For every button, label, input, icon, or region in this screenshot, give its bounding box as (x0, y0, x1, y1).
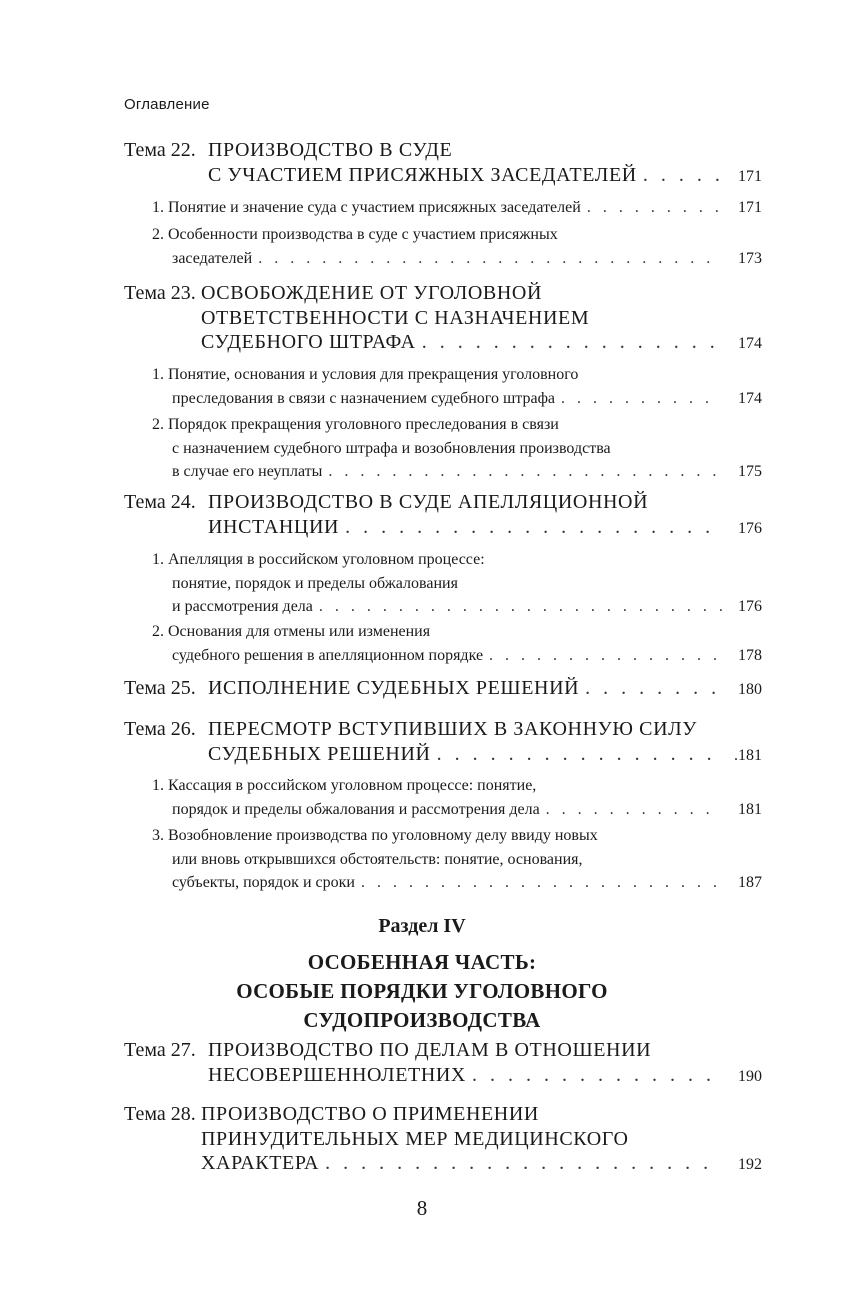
subtopic-line: 1. Понятие, основания и условия для прекращения уголовного (152, 366, 579, 383)
subtopic-line: с назначением судебного штрафа и возобновления производства (172, 439, 611, 457)
topic-title-line: ПРОИЗВОДСТВО ПО ДЕЛАМ В ОТНОШЕНИИ (208, 1039, 652, 1061)
topic-title (201, 281, 762, 355)
subtopic (152, 774, 762, 821)
topic-title-line: ИСПОЛНЕНИЕ СУДЕБНЫХ РЕШЕНИЙ (208, 677, 580, 699)
topic-number: Тема 28. (124, 1103, 196, 1125)
topic-title (201, 1102, 762, 1176)
subtopic-line: порядок и пределы обжалования и рассмотрения дела (172, 800, 540, 818)
section-title-line: ОСОБЫЕ ПОРЯДКИ УГОЛОВНОГО (236, 979, 608, 1003)
topic-title-line: ПЕРЕСМОТР ВСТУПИВШИХ В ЗАКОННУЮ СИЛУ (208, 718, 698, 740)
page-number: 8 (416, 1196, 428, 1220)
topic-page: 176 (738, 519, 762, 537)
subtopic-page: 178 (738, 646, 762, 664)
subtopic-line: 2. Порядок прекращения уголовного преследования в связи (152, 416, 559, 433)
subtopic-line: 1. Апелляция в российском уголовном процессе: (152, 551, 485, 568)
subtopic-page: 176 (738, 598, 762, 615)
subtopic-line: заседателей (172, 249, 253, 267)
topic-title-line: С УЧАСТИЕМ ПРИСЯЖНЫХ ЗАСЕДАТЕЛЕЙ (208, 163, 637, 186)
topic-number: Тема 24. (124, 491, 196, 513)
subtopic-page: 171 (738, 199, 762, 216)
section-title-line: ОСОБЕННАЯ ЧАСТЬ: (307, 950, 537, 974)
topic-number: Тема 23. (124, 282, 196, 304)
subtopic-line: 3. Возобновление производства по уголовному делу ввиду новых (152, 827, 598, 844)
topic-title-line: ПРОИЗВОДСТВО О ПРИМЕНЕНИИ (201, 1103, 539, 1125)
topic-page: 180 (738, 681, 762, 698)
subtopic (152, 413, 762, 484)
subtopic (152, 548, 762, 619)
topic-page: .181 (734, 746, 762, 764)
topic-title (208, 1038, 762, 1087)
section-label: Раздел IV (378, 915, 466, 937)
subtopic-page: 174 (738, 389, 762, 407)
subtopic-line: в случае его неуплаты (172, 463, 323, 480)
subtopic-page: 187 (738, 874, 762, 891)
topic-title-line: ПРОИЗВОДСТВО В СУДЕ (208, 139, 453, 161)
topic-title-line: ХАРАКТЕРА (201, 1152, 320, 1174)
section-title-line: СУДОПРОИЗВОДСТВА (303, 1008, 541, 1032)
topic-title (208, 138, 762, 187)
subtopic (152, 196, 762, 220)
topic-page: 192 (738, 1156, 762, 1173)
subtopic-page: 173 (738, 249, 762, 267)
topic-title-line: ПРИНУДИТЕЛЬНЫХ МЕР МЕДИЦИНСКОГО (201, 1127, 629, 1150)
topic-title-line: СУДЕБНЫХ РЕШЕНИЙ (208, 742, 431, 765)
subtopic (152, 223, 762, 270)
subtopic-line: и рассмотрения дела (172, 598, 313, 615)
subtopic-line: преследования в связи с назначением судебного штрафа (172, 389, 556, 407)
subtopic-line: 1. Понятие и значение суда с участием присяжных заседателей (152, 199, 581, 216)
topic-number: Тема 26. (124, 718, 196, 740)
running-head: Оглавление (124, 96, 210, 113)
topic-title-line: НЕСОВЕРШЕННОЛЕТНИХ (208, 1063, 466, 1086)
subtopic (152, 824, 762, 895)
topic-page: 174 (738, 335, 762, 352)
topic-number: Тема 27. (124, 1039, 196, 1061)
topic-page: 190 (738, 1067, 762, 1085)
subtopic-line: 2. Особенности производства в суде с участием присяжных (152, 226, 558, 243)
subtopic-line: 2. Основания для отмены или изменения (152, 623, 431, 640)
subtopic-line: 1. Кассация в российском уголовном процессе: понятие, (152, 777, 537, 794)
topic-title (208, 717, 762, 766)
subtopic (152, 363, 762, 410)
topic-number: Тема 22. (124, 139, 196, 161)
topic-title-line: ПРОИЗВОДСТВО В СУДЕ АПЕЛЛЯЦИОННОЙ (208, 491, 649, 513)
topic-title-line: ОТВЕТСТВЕННОСТИ С НАЗНАЧЕНИЕМ (201, 306, 590, 329)
topic-title (208, 490, 762, 539)
subtopic-line: субъекты, порядок и сроки (172, 874, 355, 891)
topic-number: Тема 25. (124, 677, 196, 699)
subtopic-line: понятие, порядок и пределы обжалования (172, 574, 458, 592)
section-heading (0, 915, 844, 1035)
topic-title (208, 676, 762, 701)
subtopic-page: 181 (738, 800, 762, 818)
subtopic-line: или вновь открывшихся обстоятельств: понятие, основания, (172, 850, 583, 868)
topic-title-line: ОСВОБОЖДЕНИЕ ОТ УГОЛОВНОЙ (201, 282, 542, 304)
topic-title-line: ИНСТАНЦИИ (208, 515, 340, 538)
topic-page: 171 (738, 167, 762, 185)
subtopic-line: судебного решения в апелляционном порядке (172, 646, 484, 664)
subtopic (152, 620, 762, 667)
topic-title-line: СУДЕБНОГО ШТРАФА (201, 331, 416, 353)
subtopic-page: 175 (738, 463, 762, 480)
